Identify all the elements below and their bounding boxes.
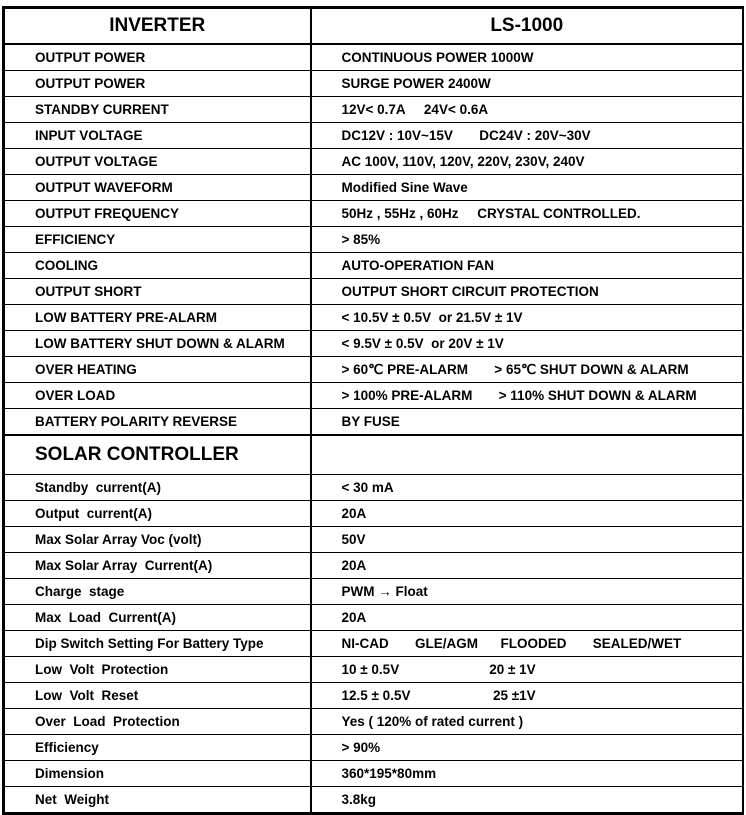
spec-value: 3.8kg [311,787,743,813]
spec-value: OUTPUT SHORT CIRCUIT PROTECTION [311,279,743,305]
table-row [5,735,743,761]
spec-value: 12V< 0.7A 24V< 0.6A [311,97,743,123]
spec-label: OVER HEATING [5,357,311,383]
table-row [5,657,743,683]
spec-value: > 90% [311,735,743,761]
spec-label: COOLING [5,253,311,279]
spec-value: 20A [311,553,743,579]
spec-label: Max Solar Array Voc (volt) [5,527,311,553]
table-row [5,631,743,657]
table-row [5,44,743,71]
header-inverter: INVERTER [5,9,311,45]
spec-table [4,8,743,813]
table-row [5,709,743,735]
spec-label: Over Load Protection [5,709,311,735]
table-row [5,357,743,383]
table-row [5,149,743,175]
table-row [5,409,743,436]
spec-value: > 60℃ PRE-ALARM > 65℃ SHUT DOWN & ALARM [311,357,743,383]
spec-value: > 100% PRE-ALARM > 110% SHUT DOWN & ALARM [311,383,743,409]
header-model: LS-1000 [311,9,743,45]
spec-label: Standby current(A) [5,475,311,501]
table-row [5,71,743,97]
table-row [5,253,743,279]
spec-label: OUTPUT POWER [5,44,311,71]
spec-label: Charge stage [5,579,311,605]
table-row [5,579,743,605]
spec-value: < 9.5V ± 0.5V or 20V ± 1V [311,331,743,357]
spec-label: Low Volt Reset [5,683,311,709]
spec-value: 50V [311,527,743,553]
spec-value: < 30 mA [311,475,743,501]
spec-label: STANDBY CURRENT [5,97,311,123]
spec-value: Modified Sine Wave [311,175,743,201]
spec-label: LOW BATTERY SHUT DOWN & ALARM [5,331,311,357]
spec-label: OUTPUT SHORT [5,279,311,305]
spec-label: LOW BATTERY PRE-ALARM [5,305,311,331]
table-row [5,383,743,409]
spec-label: OUTPUT WAVEFORM [5,175,311,201]
spec-label: Net Weight [5,787,311,813]
spec-value: BY FUSE [311,409,743,436]
spec-label: Efficiency [5,735,311,761]
section-row-solar-controller [5,435,743,475]
spec-value: AUTO-OPERATION FAN [311,253,743,279]
spec-label: Max Load Current(A) [5,605,311,631]
spec-value: 20A [311,501,743,527]
spec-label: OUTPUT VOLTAGE [5,149,311,175]
spec-label: EFFICIENCY [5,227,311,253]
spec-label: OUTPUT POWER [5,71,311,97]
spec-value: 12.5 ± 0.5V 25 ±1V [311,683,743,709]
table-row [5,787,743,813]
table-row [5,305,743,331]
spec-value: 10 ± 0.5V 20 ± 1V [311,657,743,683]
spec-value: 20A [311,605,743,631]
table-row [5,761,743,787]
table-row [5,527,743,553]
section-value [311,435,743,475]
spec-value: PWM → Float [311,579,743,605]
table-row [5,683,743,709]
table-row [5,501,743,527]
spec-value: 360*195*80mm [311,761,743,787]
table-row [5,175,743,201]
spec-label: Dip Switch Setting For Battery Type [5,631,311,657]
spec-label: Dimension [5,761,311,787]
table-row [5,227,743,253]
spec-label: INPUT VOLTAGE [5,123,311,149]
table-row [5,475,743,501]
header-row [5,9,743,45]
section-title: SOLAR CONTROLLER [5,435,311,475]
table-row [5,605,743,631]
spec-value: > 85% [311,227,743,253]
spec-value: NI-CAD GLE/AGM FLOODED SEALED/WET [311,631,743,657]
table-row [5,279,743,305]
spec-value: CONTINUOUS POWER 1000W [311,44,743,71]
table-row [5,97,743,123]
spec-sheet [2,6,744,815]
spec-value: Yes ( 120% of rated current ) [311,709,743,735]
table-row [5,201,743,227]
spec-label: OUTPUT FREQUENCY [5,201,311,227]
spec-value: 50Hz , 55Hz , 60Hz CRYSTAL CONTROLLED. [311,201,743,227]
table-row [5,553,743,579]
spec-label: OVER LOAD [5,383,311,409]
spec-label: Output current(A) [5,501,311,527]
spec-value: < 10.5V ± 0.5V or 21.5V ± 1V [311,305,743,331]
spec-label: Low Volt Protection [5,657,311,683]
table-row [5,123,743,149]
spec-label: Max Solar Array Current(A) [5,553,311,579]
spec-value: SURGE POWER 2400W [311,71,743,97]
spec-value: AC 100V, 110V, 120V, 220V, 230V, 240V [311,149,743,175]
spec-label: BATTERY POLARITY REVERSE [5,409,311,436]
table-row [5,331,743,357]
spec-value: DC12V : 10V~15V DC24V : 20V~30V [311,123,743,149]
